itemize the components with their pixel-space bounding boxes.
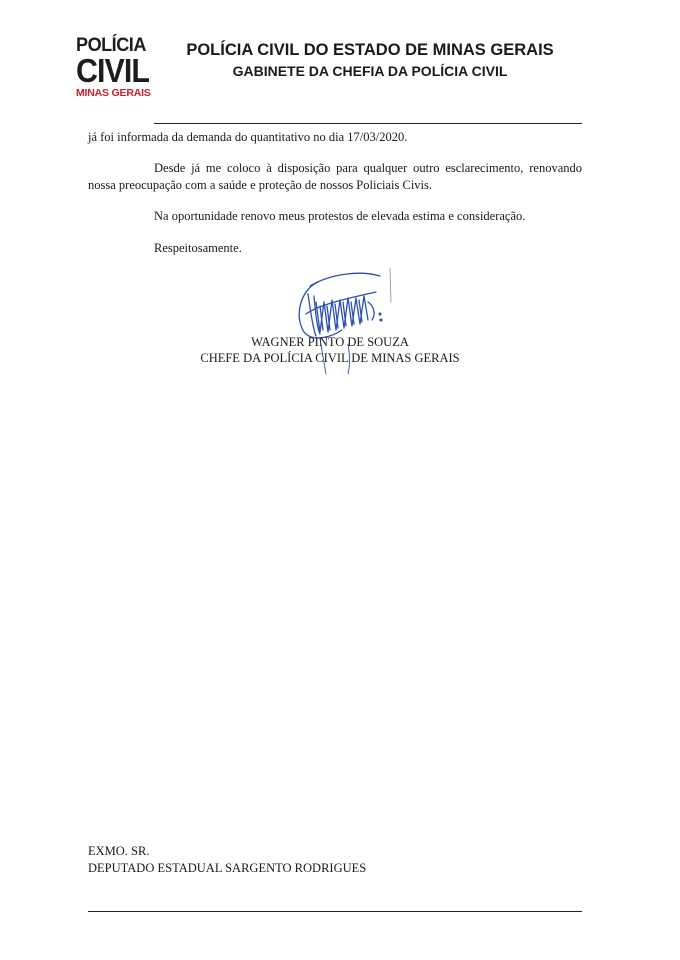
letterhead-title: POLÍCIA CIVIL DO ESTADO DE MINAS GERAIS (186, 41, 554, 59)
logo-line-civil: CIVIL (76, 52, 149, 89)
addressee-block (88, 843, 508, 877)
addressee-name: DEPUTADO ESTADUAL SARGENTO RODRIGUES (88, 861, 367, 875)
policia-civil-logo (76, 36, 160, 100)
letterhead (170, 40, 570, 80)
addressee-salutation: EXMO. SR. (88, 844, 150, 858)
paragraph-2: Desde já me coloco à disposição para qualquer outro esclarecimento, renovando nossa preocupação com a saúde e proteção de nossos Policiais Civis. (88, 161, 582, 192)
closing-respeitosamente: Respeitosamente. (154, 241, 242, 255)
paragraph-1: já foi informada da demanda do quantitativo no dia 17/03/2020. (88, 130, 408, 144)
logo-line-policia: POLÍCIA (76, 35, 146, 56)
letterhead-subtitle: GABINETE DA CHEFIA DA POLÍCIA CIVIL (232, 63, 508, 79)
footer-divider (88, 911, 582, 912)
signatory-name: WAGNER PINTO DE SOUZA (251, 335, 409, 349)
signatory-role: CHEFE DA POLÍCIA CIVIL DE MINAS GERAIS (200, 351, 460, 365)
logo-line-minas-gerais: MINAS GERAIS (76, 87, 151, 99)
signature-block (150, 334, 510, 366)
paragraph-3: Na oportunidade renovo meus protestos de elevada estima e consideração. (154, 209, 526, 223)
header-divider (154, 123, 582, 124)
